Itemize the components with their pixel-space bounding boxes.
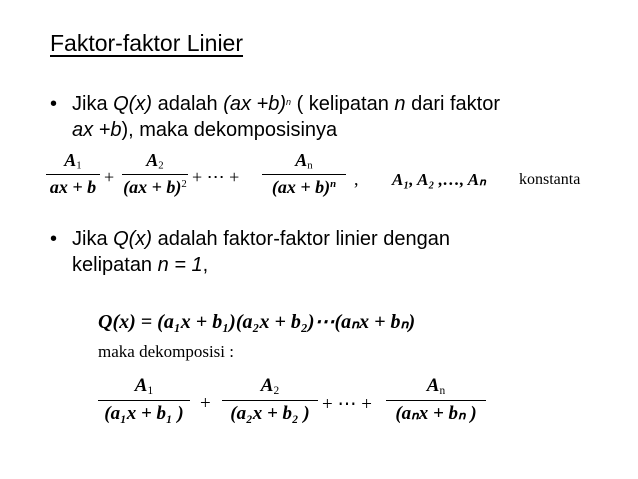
formula-3-frac-2: $\frac{A_2}{\text{(a₂x + b₂ )}}$	[222, 376, 318, 423]
formula-1-comma: ,	[354, 169, 359, 189]
formula-1-constants-label: konstanta	[519, 171, 581, 188]
formula-1-ellipsis: + ⋯ +	[192, 167, 240, 187]
formula-3-ellipsis: + ⋯ +	[322, 394, 372, 415]
formula-1-plus: +	[104, 167, 115, 187]
formula-1-frac-3: $\frac{A_n}{(ax + b)^n}$	[262, 151, 346, 196]
bullet-1-line-2: ax +b), maka dekomposisinya	[72, 119, 338, 141]
bullet-2-line-2: kelipatan n = 1,	[72, 254, 209, 276]
formula-3-frac-3: $A_n$ (aₙx + bₙ )	[386, 376, 486, 423]
bullet-1-line-1: Jika Q(x) adalah (ax +b)$^n$ ( kelipatan n dari faktor	[72, 93, 501, 115]
bullet-1-marker: •	[50, 93, 58, 115]
formula-3-frac-1: $\frac{A_1}{\text{(a₁x + b₁ )}}$	[98, 376, 190, 423]
formula-1-constants: A₁, A₂ ,…, Aₙ	[392, 170, 486, 189]
bullet-2-line-1: Jika Q(x) adalah faktor-faktor linier dengan	[72, 228, 450, 250]
formula-2-product: Q(x) = (a₁x + b₁)(a₂x + b₂)⋯(aₙx + bₙ)	[98, 311, 416, 333]
slide-title: Faktor-faktor Linier	[50, 30, 244, 56]
formula-1-frac-2: $\frac{A_2}{(ax + b)^2}$	[123, 150, 187, 198]
formula-2-label: maka dekomposisi :	[98, 342, 234, 361]
bullet-2-marker: •	[50, 228, 58, 250]
formula-1-frac-1: $\frac{A_1}{ax + b}$	[46, 151, 100, 196]
formula-3-plus: +	[200, 393, 211, 414]
